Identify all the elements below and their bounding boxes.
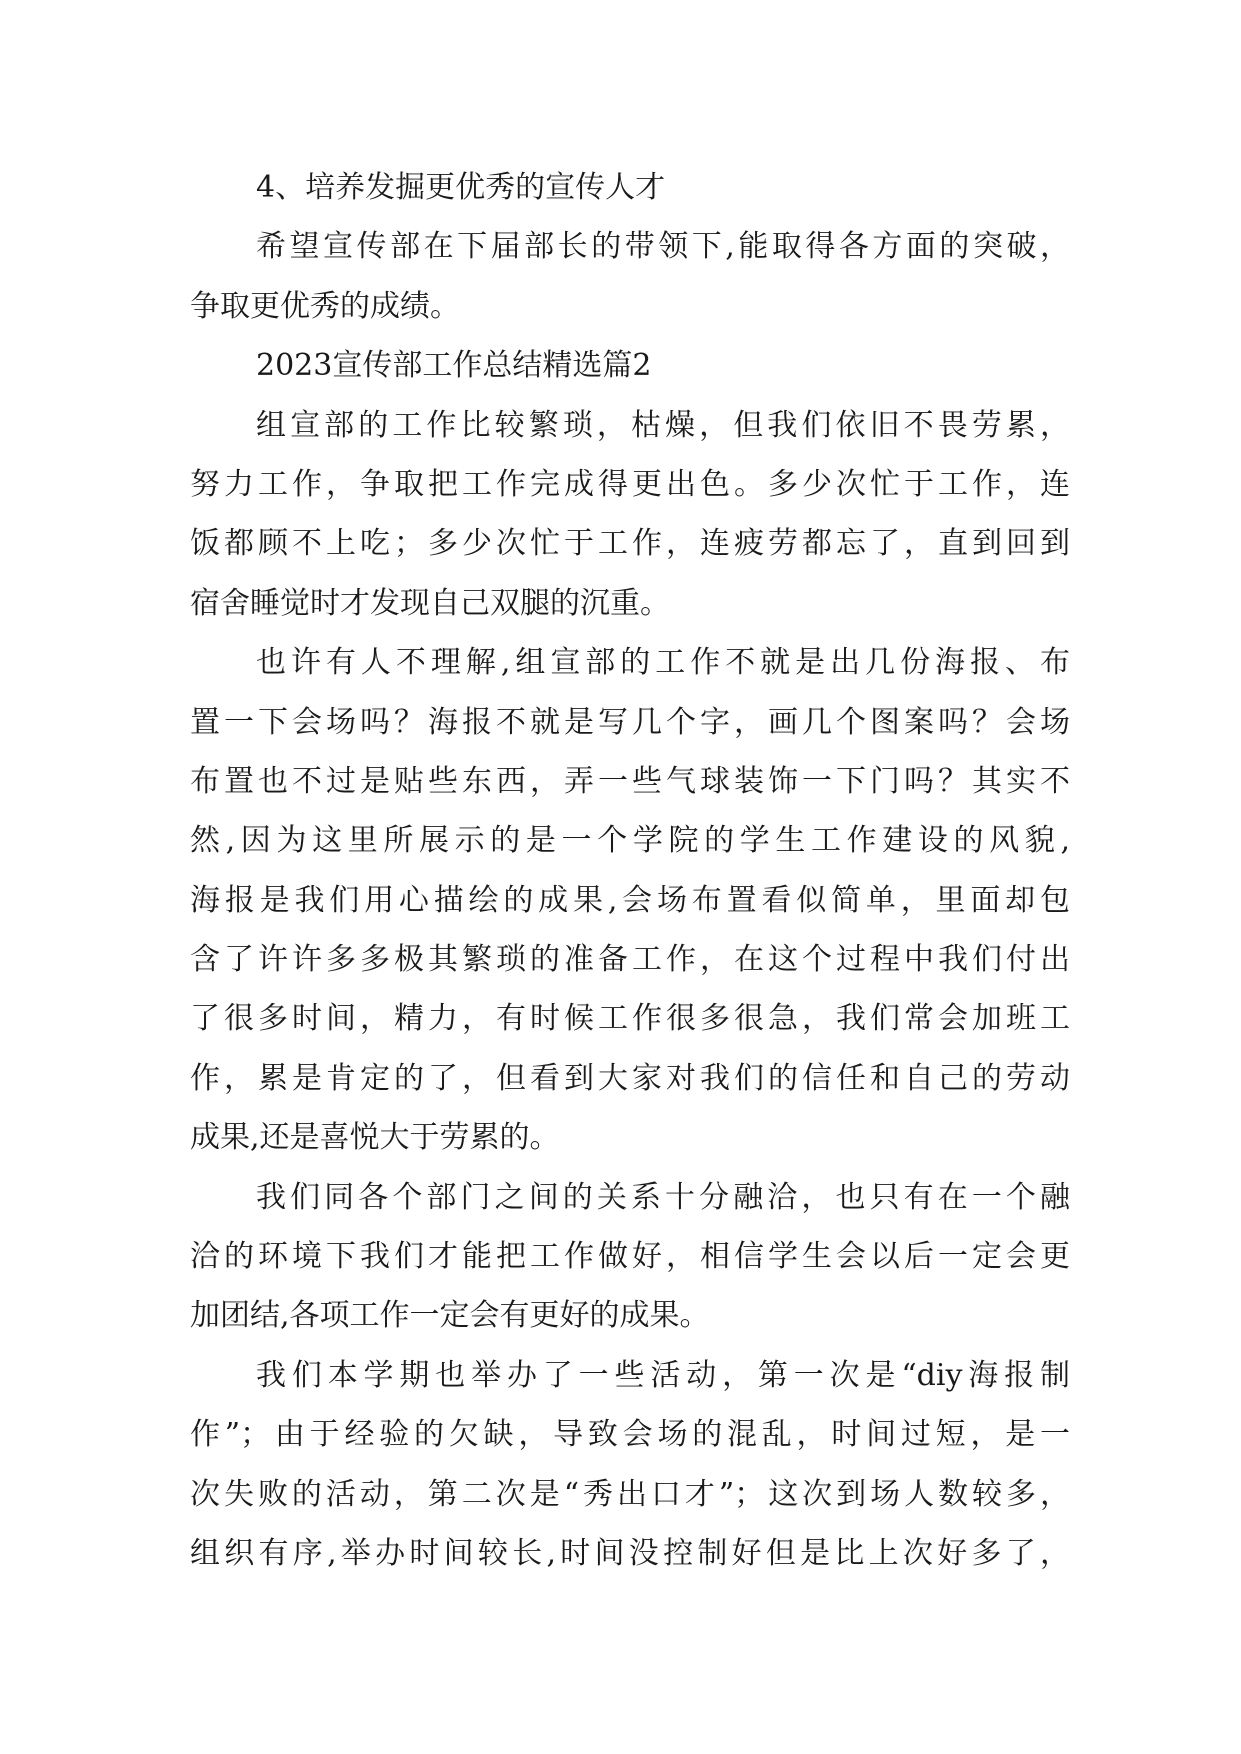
section-heading: 2023宣传部工作总结精选篇2: [256, 348, 652, 384]
paragraph-line: 组织有序,举办时间较长,时间没控制好但是比上次好多了，: [190, 1535, 1070, 1571]
paragraph-line: 次失败的活动，第二次是“秀出口才”；这次到场人数较多，: [190, 1476, 1070, 1512]
paragraph-line: 也许有人不理解,组宣部的工作不就是出几份海报、布: [256, 645, 1070, 681]
paragraph-line: 含了许许多多极其繁琐的准备工作，在这个过程中我们付出: [190, 942, 1070, 978]
paragraph-line: 作，累是肯定的了，但看到大家对我们的信任和自己的劳动: [190, 1060, 1070, 1096]
paragraph-line: 海报是我们用心描绘的成果,会场布置看似简单，里面却包: [190, 882, 1070, 918]
paragraph-line: 作”；由于经验的欠缺，导致会场的混乱，时间过短，是一: [190, 1417, 1070, 1453]
list-item-training-talent: 4、培养发掘更优秀的宣传人才: [256, 170, 666, 205]
paragraph-line: 组宣部的工作比较繁琐，枯燥，但我们依旧不畏劳累，: [256, 407, 1070, 443]
paragraph-line: 成果,还是喜悦大于劳累的。: [190, 1120, 560, 1156]
paragraph-line: 我们本学期也举办了一些活动，第一次是“diy海报制: [256, 1357, 1070, 1393]
paragraph-line: 饭都顾不上吃；多少次忙于工作，连疲劳都忘了，直到回到: [190, 526, 1070, 562]
paragraph-line: 置一下会场吗？海报不就是写几个字，画几个图案吗？会场: [190, 704, 1070, 740]
paragraph-line: 了很多时间，精力，有时候工作很多很急，我们常会加班工: [190, 1001, 1070, 1037]
paragraph-line: 加团结,各项工作一定会有更好的成果。: [190, 1298, 710, 1334]
paragraph-line: 布置也不过是贴些东西，弄一些气球装饰一下门吗？其实不: [190, 763, 1070, 799]
paragraph-line: 争取更优秀的成绩。: [190, 288, 460, 324]
paragraph-line: 希望宣传部在下届部长的带领下,能取得各方面的突破，: [256, 229, 1070, 265]
paragraph-line: 然,因为这里所展示的是一个学院的学生工作建设的风貌,: [190, 823, 1070, 859]
paragraph-line: 洽的环境下我们才能把工作做好，相信学生会以后一定会更: [190, 1239, 1070, 1275]
paragraph-line: 我们同各个部门之间的关系十分融洽，也只有在一个融: [256, 1179, 1070, 1215]
document-body: [190, 158, 1070, 1583]
paragraph-line: 努力工作，争取把工作完成得更出色。多少次忙于工作，连: [190, 466, 1070, 502]
paragraph-line: 宿舍睡觉时才发现自己双腿的沉重。: [190, 585, 670, 621]
